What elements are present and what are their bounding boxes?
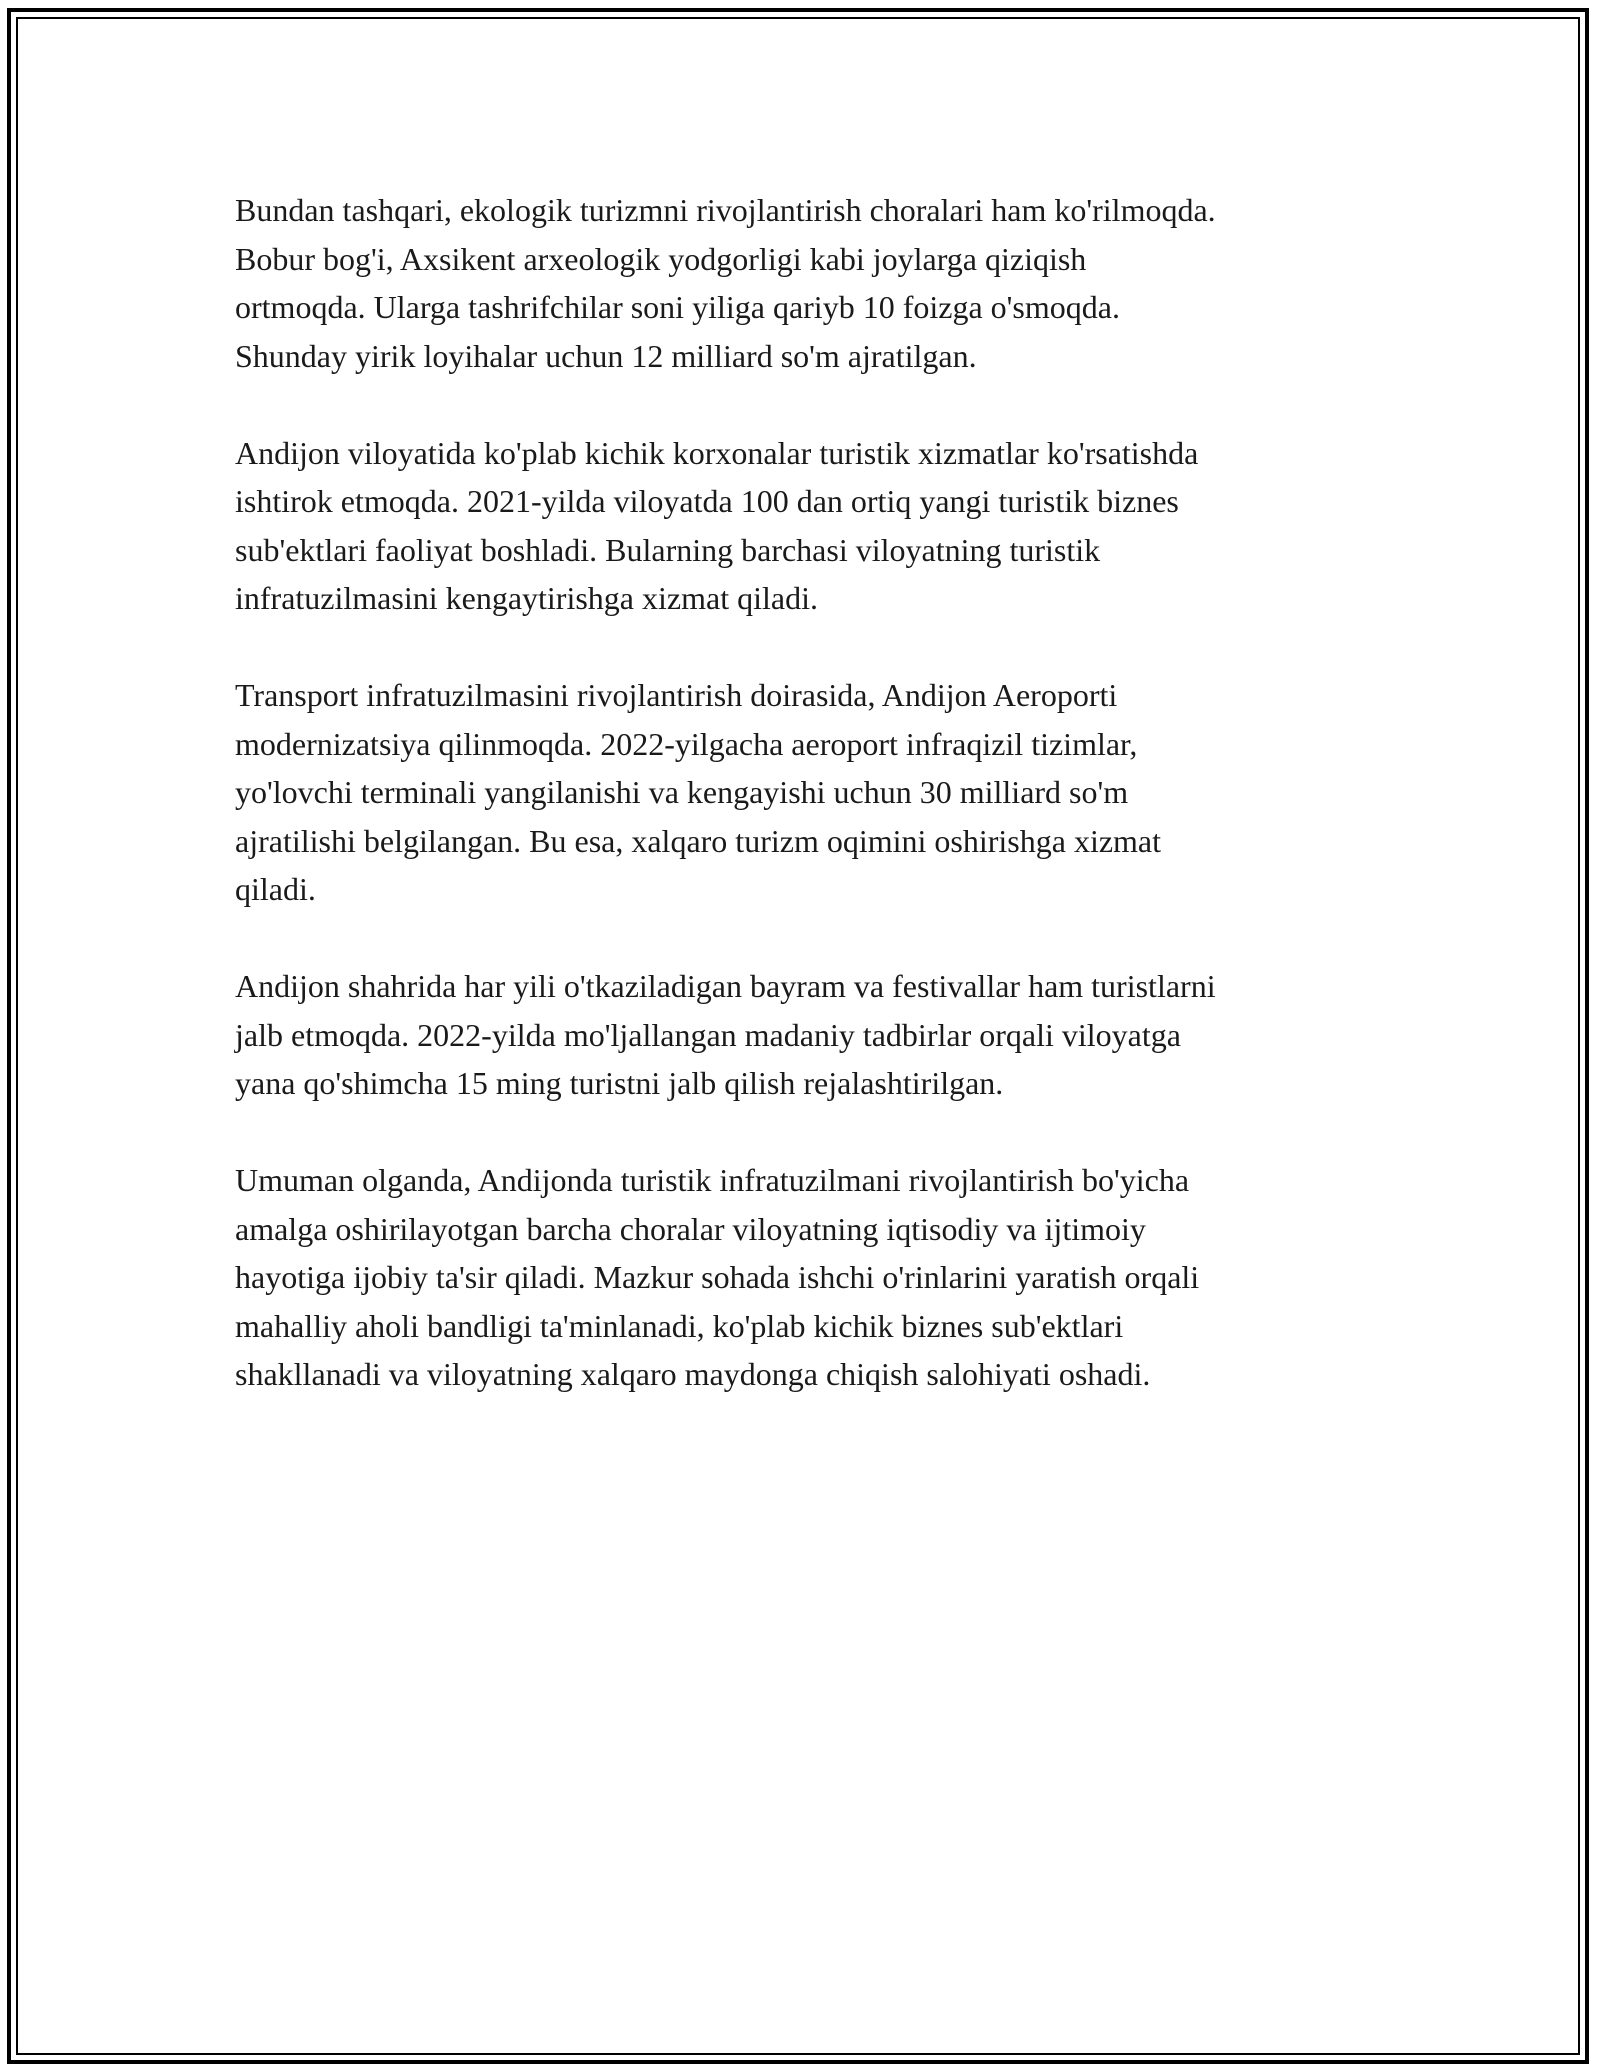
text-line: amalga oshirilayotgan barcha choralar viloyatning iqtisodiy va ijtimoiy [235,1210,1146,1247]
text-line: ortmoqda. Ularga tashrifchilar soni yiliga qariyb 10 foizga o'smoqda. [235,289,1120,325]
paragraph-small-businesses [235,429,1375,623]
text-line: ishtirok etmoqda. 2021-yilda viloyatda 100 dan ortiq yangi turistik biznes [235,483,1179,519]
text-line: infratuzilmasini kengaytirishga xizmat qiladi. [235,580,818,616]
document-body [235,186,1375,1447]
text-line: Andijon shahrida har yili o'tkaziladigan bayram va festivallar ham turistlarni [235,968,1216,1004]
text-line: yo'lovchi terminali yangilanishi va kengayishi uchun 30 milliard so'm [235,774,1129,810]
text-line: sub'ektlari faoliyat boshladi. Bularning barchasi viloyatning turistik [235,531,1101,568]
text-line: jalb etmoqda. 2022-yilda mo'ljallangan madaniy tadbirlar orqali viloyatga [235,1016,1181,1053]
text-line: hayotiga ijobiy ta'sir qiladi. Mazkur sohada ishchi o'rinlarini yaratish orqali [235,1259,1200,1295]
text-line: Transport infratuzilmasini rivojlantirish doirasida, Andijon Aeroporti [235,677,1118,713]
text-line: Andijon viloyatida ko'plab kichik korxonalar turistik xizmatlar ko'rsatishda [235,434,1199,471]
paragraph-ecotourism [235,186,1375,380]
text-line: yana qo'shimcha 15 ming turistni jalb qilish rejalashtirilgan. [235,1065,1004,1101]
text-line: qiladi. [235,871,316,907]
text-line: ajratilishi belgilangan. Bu esa, xalqaro turizm oqimini oshirishga xizmat [235,822,1162,859]
text-line: Shunday yirik loyihalar uchun 12 milliard so'm ajratilgan. [235,337,977,374]
paragraph-transport [235,671,1375,914]
text-line: shakllanadi va viloyatning xalqaro maydonga chiqish salohiyati oshadi. [235,1356,1151,1392]
paragraph-conclusion [235,1156,1375,1399]
text-line: mahalliy aholi bandligi ta'minlanadi, ko'plab kichik biznes sub'ektlari [235,1307,1124,1344]
paragraph-festivals [235,962,1375,1108]
text-line: Bundan tashqari, ekologik turizmni rivojlantirish choralari ham ko'rilmoqda. [235,192,1216,228]
text-line: Bobur bog'i, Axsikent arxeologik yodgorligi kabi joylarga qiziqish [235,240,1087,277]
text-line: Umuman olganda, Andijonda turistik infratuzilmani rivojlantirish bo'yicha [235,1162,1190,1198]
text-line: modernizatsiya qilinmoqda. 2022-yilgacha aeroport infraqizil tizimlar, [235,725,1138,762]
